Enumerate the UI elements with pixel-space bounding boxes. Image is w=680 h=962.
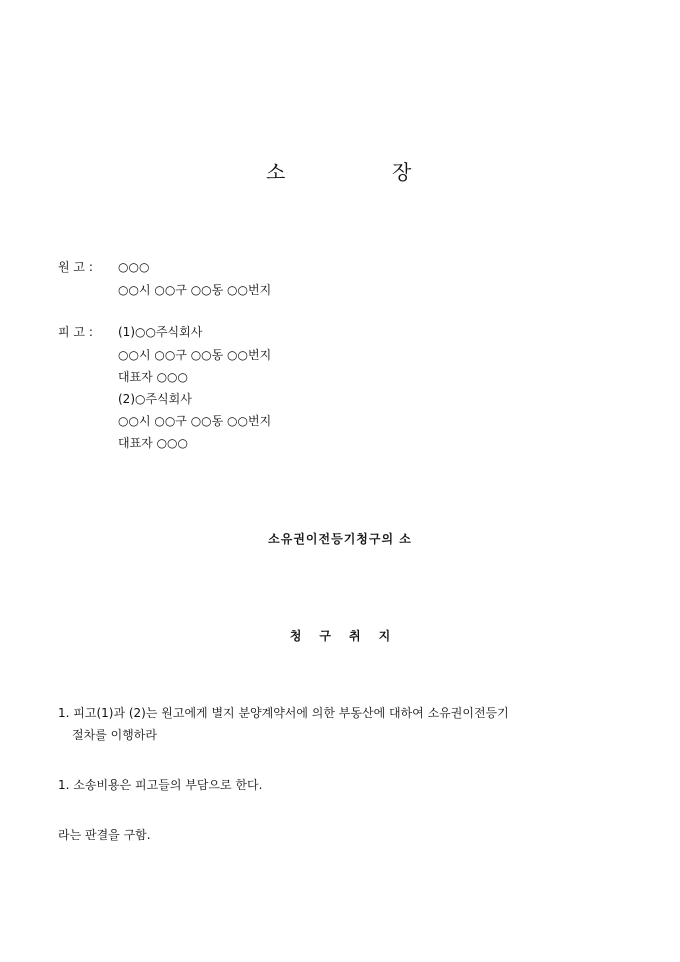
defendant-2-name: (2)○주식회사 — [118, 392, 192, 406]
defendant-2-representative: 대표자 ○○○ — [118, 436, 189, 450]
claim-heading-char-4: 지 — [378, 629, 391, 643]
defendant-1-representative: 대표자 ○○○ — [118, 370, 189, 384]
plaintiff-name: ○○○ — [118, 260, 150, 274]
claim-heading-char-3: 취 — [349, 629, 361, 643]
defendant-1-name: (1)○○주식회사 — [118, 325, 203, 339]
claim-heading — [0, 627, 680, 644]
case-name: 소유권이전등기청구의 소 — [268, 532, 412, 546]
claim-item-2: 1. 소송비용은 피고들의 부담으로 한다. — [58, 778, 263, 792]
title-char-1: 소 — [266, 160, 286, 184]
claim-item-1 — [58, 702, 638, 746]
defendant-label: 피 고 : — [58, 325, 93, 339]
claim-item-1-line-1: 1. 피고(1)과 (2)는 원고에게 별지 분양계약서에 의한 부동산에 대하여 소유권이전등기 — [58, 706, 509, 720]
closing-statement: 라는 판결을 구함. — [58, 828, 151, 842]
claim-heading-char-1: 청 — [289, 629, 302, 643]
claim-heading-char-2: 구 — [319, 629, 331, 643]
plaintiff-label: 원 고 : — [58, 260, 93, 274]
defendant-1-address: ○○시 ○○구 ○○동 ○○번지 — [118, 348, 272, 362]
claim-item-1-line-2: 절차를 이행하라 — [72, 728, 157, 742]
defendant-2-address: ○○시 ○○구 ○○동 ○○번지 — [118, 414, 272, 428]
plaintiff-address: ○○시 ○○구 ○○동 ○○번지 — [118, 283, 272, 297]
title-char-2: 장 — [392, 160, 412, 184]
